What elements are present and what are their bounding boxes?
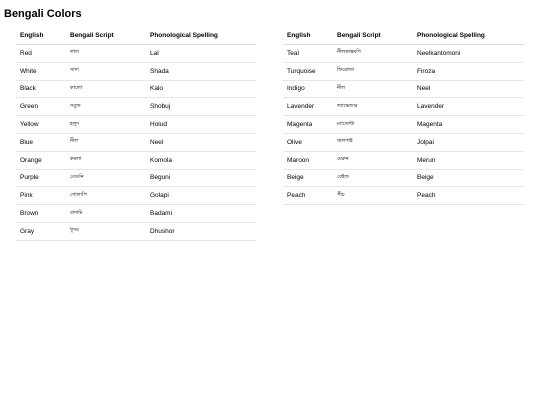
table-row <box>283 187 524 205</box>
cell-bengali-script: নীল <box>66 133 146 151</box>
cell-english: Yellow <box>16 116 66 134</box>
table-row <box>16 133 256 151</box>
cell-english: Maroon <box>283 151 333 169</box>
cell-english: Red <box>16 45 66 63</box>
colors-table-left <box>16 27 256 241</box>
cell-bengali-script: ফিরোজা <box>333 62 413 80</box>
cell-english: White <box>16 62 66 80</box>
table-row <box>283 98 524 116</box>
table-row <box>283 133 524 151</box>
cell-bengali-script: নীল <box>333 80 413 98</box>
colors-table-right <box>283 27 524 205</box>
table-row <box>16 45 256 63</box>
cell-bengali-script: ধূসর <box>66 222 146 240</box>
cell-phonological-spelling: Peach <box>413 187 524 205</box>
cell-phonological-spelling: Beige <box>413 169 524 187</box>
cell-english: Pink <box>16 187 66 205</box>
cell-bengali-script: বেইজ <box>333 169 413 187</box>
header-english: English <box>16 27 66 45</box>
header-phonological-spelling: Phonological Spelling <box>413 27 524 45</box>
cell-phonological-spelling: Golapi <box>146 187 256 205</box>
cell-phonological-spelling: Komola <box>146 151 256 169</box>
header-bengali-script: Bengali Script <box>333 27 413 45</box>
cell-english: Turquoise <box>283 62 333 80</box>
cell-phonological-spelling: Holud <box>146 116 256 134</box>
table-row <box>16 169 256 187</box>
cell-english: Purple <box>16 169 66 187</box>
table-header-row <box>16 27 256 45</box>
cell-english: Magenta <box>283 116 333 134</box>
cell-bengali-script: লাল <box>66 45 146 63</box>
cell-phonological-spelling: Firoza <box>413 62 524 80</box>
page-title: Bengali Colors <box>4 8 82 20</box>
cell-phonological-spelling: Beguni <box>146 169 256 187</box>
cell-english: Peach <box>283 187 333 205</box>
table-row <box>16 222 256 240</box>
cell-bengali-script: গোলাপি <box>66 187 146 205</box>
table-header-row <box>283 27 524 45</box>
cell-bengali-script: বাদামি <box>66 205 146 223</box>
cell-phonological-spelling: Neelkantomoni <box>413 45 524 63</box>
cell-bengali-script: বেগুনি <box>66 169 146 187</box>
table-row <box>16 187 256 205</box>
cell-english: Black <box>16 80 66 98</box>
cell-phonological-spelling: Magenta <box>413 116 524 134</box>
table-row <box>283 80 524 98</box>
table-row <box>16 80 256 98</box>
cell-phonological-spelling: Merun <box>413 151 524 169</box>
header-bengali-script: Bengali Script <box>66 27 146 45</box>
cell-phonological-spelling: Shada <box>146 62 256 80</box>
table-row <box>283 116 524 134</box>
cell-bengali-script: পীচ <box>333 187 413 205</box>
cell-english: Brown <box>16 205 66 223</box>
table-row <box>283 151 524 169</box>
cell-english: Beige <box>283 169 333 187</box>
cell-bengali-script: জলপাই <box>333 133 413 151</box>
cell-bengali-script: মেরুন <box>333 151 413 169</box>
cell-bengali-script: কালো <box>66 80 146 98</box>
cell-english: Teal <box>283 45 333 63</box>
header-english: English <box>283 27 333 45</box>
cell-english: Indigo <box>283 80 333 98</box>
table-row <box>16 151 256 169</box>
cell-english: Olive <box>283 133 333 151</box>
table-row <box>16 116 256 134</box>
cell-bengali-script: সবুজ <box>66 98 146 116</box>
cell-phonological-spelling: Kalo <box>146 80 256 98</box>
cell-bengali-script: হলুদ <box>66 116 146 134</box>
cell-bengali-script: কমলা <box>66 151 146 169</box>
cell-phonological-spelling: Lal <box>146 45 256 63</box>
cell-english: Gray <box>16 222 66 240</box>
cell-phonological-spelling: Jolpai <box>413 133 524 151</box>
cell-phonological-spelling: Neel <box>146 133 256 151</box>
table-row <box>283 45 524 63</box>
cell-phonological-spelling: Neel <box>413 80 524 98</box>
table-row <box>16 62 256 80</box>
cell-english: Green <box>16 98 66 116</box>
cell-bengali-script: সাদা <box>66 62 146 80</box>
header-phonological-spelling: Phonological Spelling <box>146 27 256 45</box>
cell-english: Blue <box>16 133 66 151</box>
table-row <box>16 205 256 223</box>
cell-phonological-spelling: Dhushor <box>146 222 256 240</box>
table-row <box>16 98 256 116</box>
cell-english: Lavender <box>283 98 333 116</box>
cell-bengali-script: নীলকান্তমণি <box>333 45 413 63</box>
cell-bengali-script: ম্যাজেন্টা <box>333 116 413 134</box>
cell-phonological-spelling: Lavender <box>413 98 524 116</box>
table-row <box>283 62 524 80</box>
cell-bengali-script: ল্যাভেন্ডার <box>333 98 413 116</box>
table-row <box>283 169 524 187</box>
cell-phonological-spelling: Badami <box>146 205 256 223</box>
cell-english: Orange <box>16 151 66 169</box>
cell-phonological-spelling: Shobuj <box>146 98 256 116</box>
